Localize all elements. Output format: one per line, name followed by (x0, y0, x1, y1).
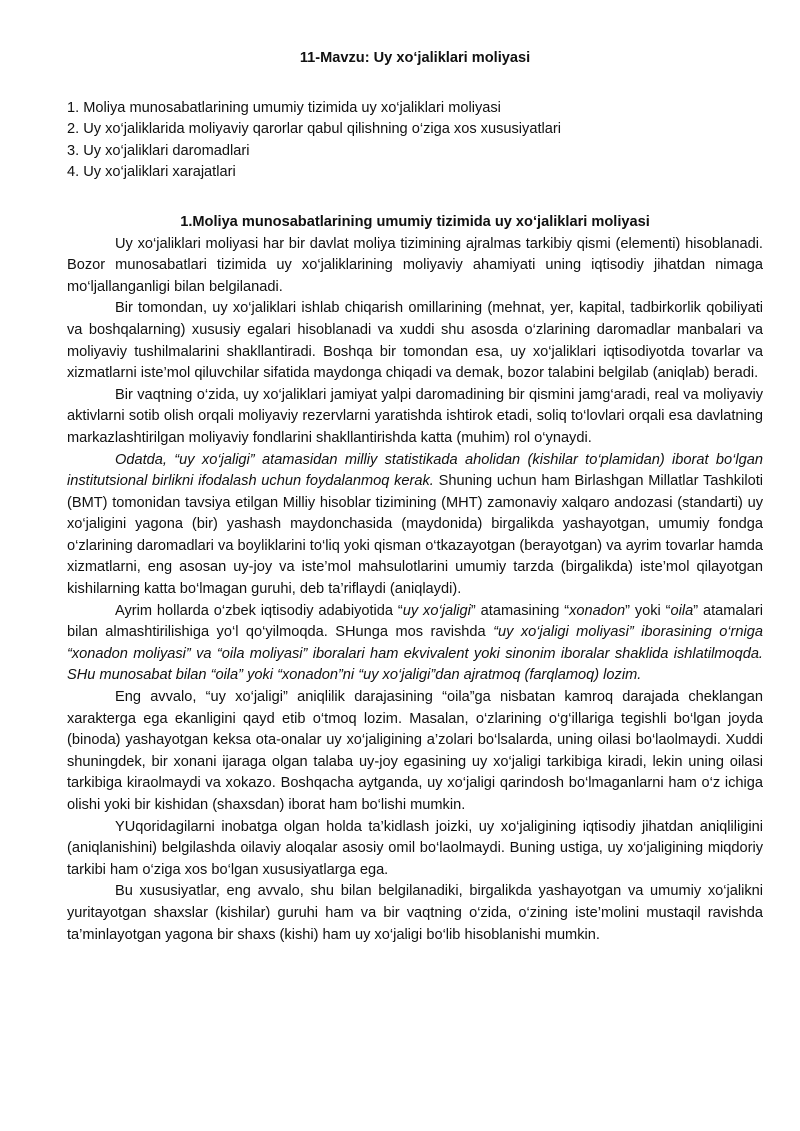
paragraph-text: Shuning uchun ham Birlashgan Millatlar Tashkiloti (BMT) tomonidan tavsiya etilgan Milliy hisoblar tizimining (MHT) zamonaviy xalqaro andozasi (standarti) uy xo‘jaligini yagona (bir) yashash maydonchasida (maydonida) birgalikda yashayotgan, umumiy fondga o‘zlarining daromadlari va boyliklarini to‘liq yoki qisman o‘tkazayotgan (berayotgan) va ayrim tovarlar hamda xizmatlarni, eng asosan uy-joy va iste’mol mahsulotlarini umumiy tarzda (birgalikda) iste’mol qilayotgan kishilarning katta bo‘lmagan guruhi, deb ta’riflaydi (aniqlaydi). (67, 473, 763, 598)
outline-item: 4. Uy xo‘jaliklari xarajatlari (67, 164, 236, 181)
italic-term: oila (670, 602, 694, 619)
paragraph: Uy xo‘jaliklari moliyasi har bir davlat moliya tizimining ajralmas tarkibiy qismi (elementi) hisoblanadi. Bozor munosabatlari tizimida uy xo‘jaliklarining moliyaviy ahamiyati uning iqtisodiy jihatdan nimaga mo‘ljallanganligi bilan belgilanadi. (67, 235, 763, 295)
topic-outline (67, 98, 763, 184)
paragraph (67, 450, 763, 601)
paragraph-text: ” atamasining “ (470, 602, 570, 619)
paragraph (67, 601, 763, 687)
paragraph: Eng avvalo, “uy xo‘jaligi” aniqlilik darajasining “oila”ga nisbatan kamroq darajada cheklangan xarakterga ega ekanligini qayd etib o‘tmoq lozim. Masalan, o‘zlarining o‘g‘illariga tegishli bo‘lgan joyda (binoda) yashayotgan keksa ota-onalar uy xo‘jaligining a’zolari bo‘lsalarda, uning oilasi bo‘laolmaydi. Xuddi shuningdek, bir xonani ijaraga olgan talaba uy-joy egasining uy xo‘jaligi tarkibiga kiradi, lekin uning oilasi tarkibiga kiraolmaydi va xokazo. Boshqacha aytganda, uy xo‘jaligi qarindosh bo‘lmaganlarni ham o‘z ichiga olishi yoki bir kishidan (shaxsdan) iborat ham bo‘lishi mumkin. (67, 689, 763, 813)
italic-passage: “uy xo‘jaligi moliyasi” iborasining o‘rniga “xonadon moliyasi” va “oila moliyasi” iboralari ham ekvivalent yoki sinonim iboralar shaklida ishlatilmoqda. SHu munosabat bilan “oila” yoki “xonadon”ni “uy xo‘jaligi”dan ajratmoq (farqlamoq) lozim. (67, 624, 763, 684)
paragraph-text: ” atamalari bilan almashtirilishiga yo‘l qo‘yilmoqda. SHunga mos ravishda (67, 602, 764, 641)
document-page (67, 40, 763, 946)
paragraph-text: Ayrim hollarda o‘zbek iqtisodiy adabiyotida “ (115, 602, 403, 619)
outline-item: 1. Moliya munosabatlarining umumiy tizimida uy xo‘jaliklari moliyasi (67, 99, 501, 116)
paragraph: Bir tomondan, uy xo‘jaliklari ishlab chiqarish omillarining (mehnat, yer, kapital, tadbirkorlik qobiliyati va boshqalarning) xususiy egalari hisoblanadi va xuddi shu asosda o‘zlarining daromadlar manbalari va moliyaviy tushilmalarini shakllantiradi. Boshqa bir tomondan esa, uy xo‘jaliklari iqtisodiyotda tovarlar va xizmatlarni iste’mol qiluvchilar sifatida maydonga chiqadi va demak, bozor talabini belgilab (aniqlab) beradi. (67, 300, 763, 382)
outline-item: 2. Uy xo‘jaliklarida moliyaviy qarorlar qabul qilishning o‘ziga xos xususiyatlari (67, 121, 561, 138)
outline-item: 3. Uy xo‘jaliklari daromadlari (67, 142, 250, 159)
page-title: 11-Mavzu: Uy xo‘jaliklari moliyasi (299, 50, 531, 66)
section-heading: 1.Moliya munosabatlarining umumiy tizimida uy xo‘jaliklari moliyasi (180, 213, 650, 230)
italic-term: xonadon (569, 602, 626, 619)
paragraph-text: ” yoki “ (625, 602, 671, 619)
paragraph: Bir vaqtning o‘zida, uy xo‘jaliklari jamiyat yalpi daromadining bir qismini jamg‘aradi, real va moliyaviy aktivlarni sotib olish orqali moliyaviy rezervlarni yaratishda ishtirok etadi, soliq to‘lovlari orqali esa davlatning markazlashtirilgan moliyaviy fondlarini shakllantirishda katta (muhim) rol o‘ynaydi. (67, 386, 763, 446)
italic-term: uy xo‘jaligi (402, 602, 471, 619)
paragraph: YUqoridagilarni inobatga olgan holda ta’kidlash joizki, uy xo‘jaligining iqtisodiy jihatdan aniqliligini (aniqlanishini) belgilashda oilaviy aloqalar asosiy omil bo‘laolmaydi. Buning ustiga, uy xo‘jaligining miqdoriy tarkibi ham o‘ziga xos bo‘lgan xususiyatlarga ega. (67, 818, 763, 878)
paragraph: Bu xususiyatlar, eng avvalo, shu bilan belgilanadiki, birgalikda yashayotgan va umumiy xo‘jalikni yuritayotgan shaxslar (kishilar) guruhi ham va bir vaqtning o‘zida, o‘zining iste’molini mustaqil ravishda ta’minlayotgan yagona bir shaxs (kishi) ham uy xo‘jaligi bo‘lib hisoblanishi mumkin. (67, 883, 763, 943)
italic-definition: Odatda, “uy xo‘jaligi” atamasidan milliy statistikada aholidan (kishilar to‘plamidan) iborat bo‘lgan institutsional birlikni ifodalash uchun foydalanmoq kerak. (67, 451, 763, 490)
